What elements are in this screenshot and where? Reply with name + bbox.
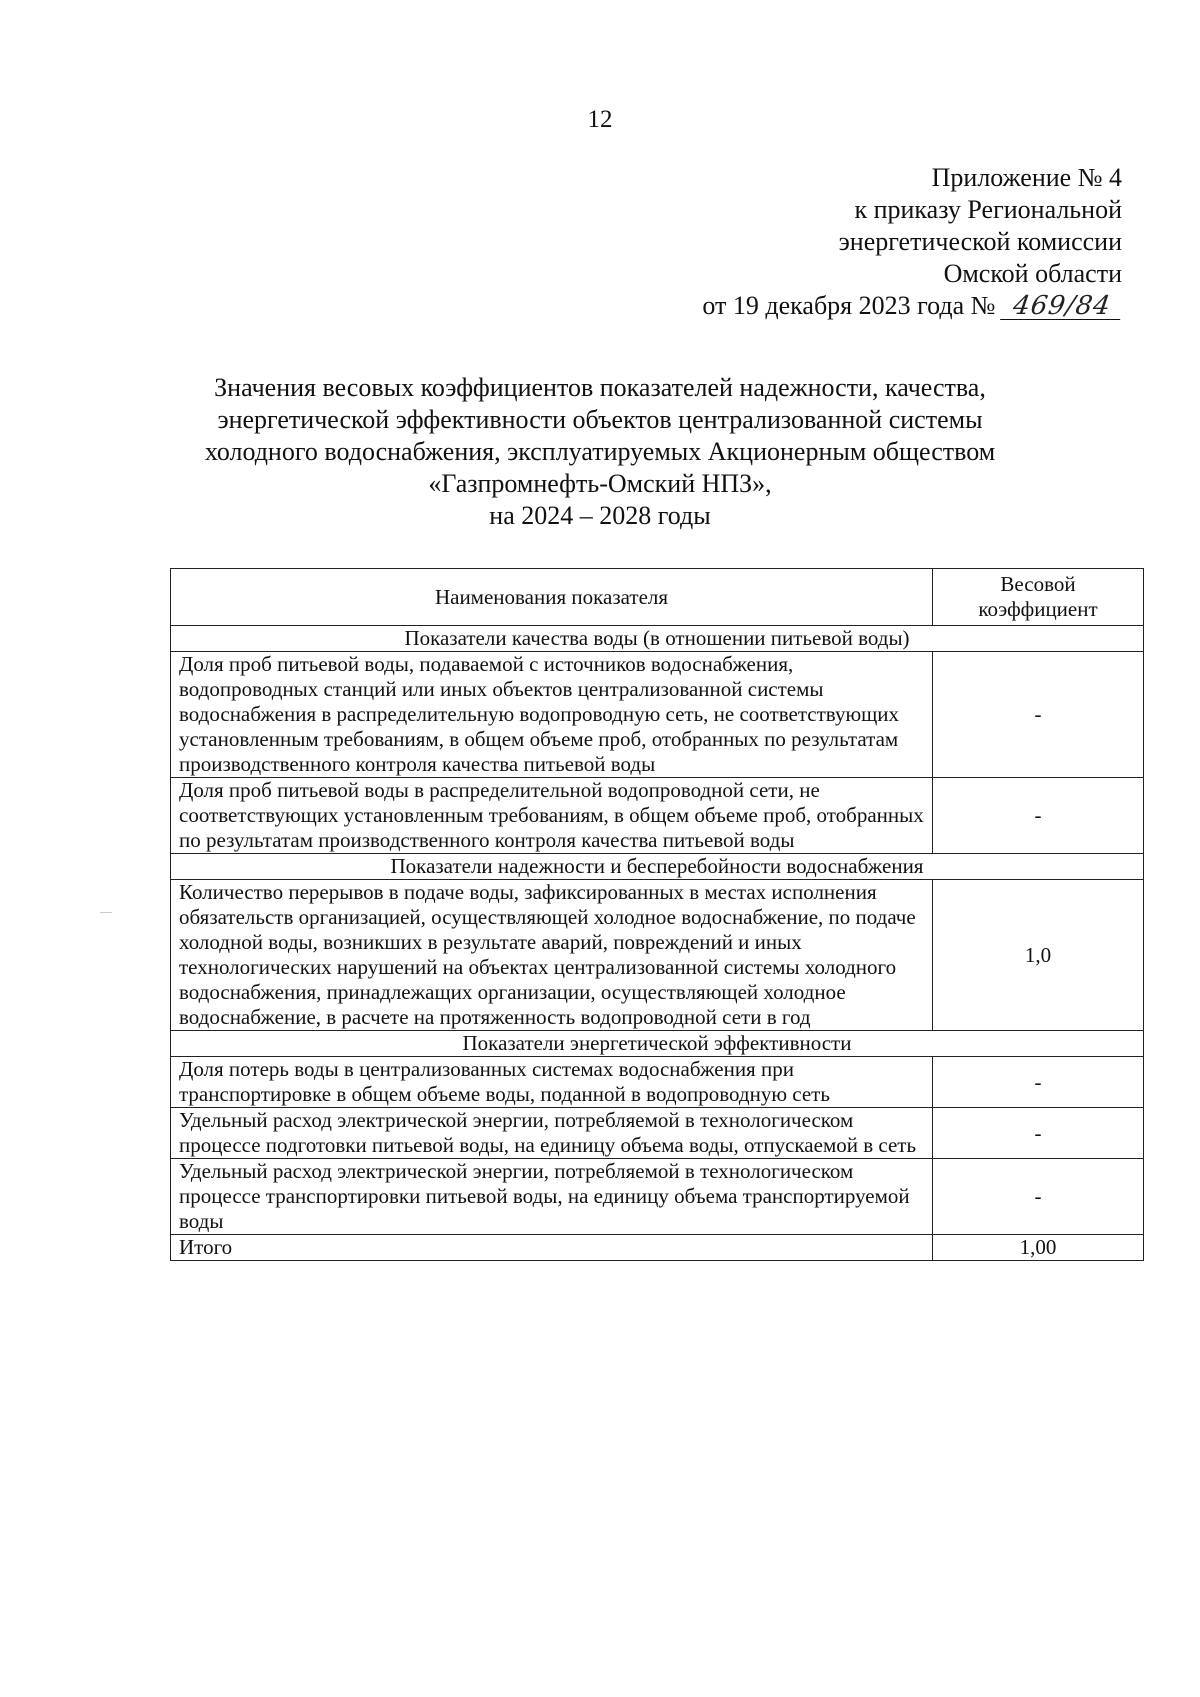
indicator-name: Доля проб питьевой воды, подаваемой с источников водоснабжения, водопроводных станций или иных объектов централизованной системы водоснабжения в распределительную водопроводную сеть, не соответствующих установленным требованиям, в общем объеме проб, отобранных по результатам производственного контроля качества питьевой воды <box>171 652 933 778</box>
section-energy-efficiency: Показатели энергетической эффективности <box>171 1031 1144 1057</box>
table-row <box>171 1108 1144 1159</box>
annex-date: от 19 декабря 2023 года № <box>702 291 996 320</box>
indicator-weight: - <box>933 1057 1144 1108</box>
table-row <box>171 652 1144 778</box>
scan-margin-mark <box>100 912 112 913</box>
indicator-weight: - <box>933 652 1144 778</box>
section-water-quality: Показатели качества воды (в отношении питьевой воды) <box>171 626 1144 652</box>
total-row <box>171 1235 1144 1261</box>
header-indicator-name: Наименования показателя <box>171 569 933 626</box>
indicator-name: Доля проб питьевой воды в распределительной водопроводной сети, не соответствующих установленным требованиям, в общем объеме проб, отобранных по результатам производственного контроля качества питьевой воды <box>171 778 933 854</box>
table-row <box>171 778 1144 854</box>
table-header-row <box>171 569 1144 626</box>
total-label: Итого <box>171 1235 933 1261</box>
table-row <box>171 1057 1144 1108</box>
indicator-weight: 1,0 <box>933 880 1144 1031</box>
title-line-2: энергетической эффективности объектов централизованной системы <box>217 405 983 434</box>
total-value: 1,00 <box>933 1235 1144 1261</box>
indicator-name: Количество перерывов в подаче воды, зафиксированных в местах исполнения обязательств организацией, осуществляющей холодное водоснабжение, по подаче холодной воды, возникших в результате аварий, повреждений и иных технологических нарушений на объектах централизованной системы холодного водоснабжения, принадлежащих организации, осуществляющей холодное водоснабжение, в расчете на протяженность водопроводной сети в год <box>171 880 933 1031</box>
handwritten-order-number: 469/84 <box>1000 293 1124 320</box>
annex-commission: энергетической комиссии <box>838 227 1122 256</box>
section-row <box>171 854 1144 880</box>
title-line-4: «Газпромнефть-Омский НПЗ», <box>428 469 772 498</box>
section-row <box>171 1031 1144 1057</box>
title-line-5: на 2024 – 2028 годы <box>489 501 711 530</box>
annex-header <box>422 162 1122 322</box>
title-line-1: Значения весовых коэффициентов показателей надежности, качества, <box>214 373 986 402</box>
indicator-name: Удельный расход электрической энергии, потребляемой в технологическом процессе транспортировки питьевой воды, на единицу объема транспортируемой воды <box>171 1159 933 1235</box>
table-row <box>171 1159 1144 1235</box>
section-reliability: Показатели надежности и бесперебойности водоснабжения <box>171 854 1144 880</box>
indicator-name: Доля потерь воды в централизованных системах водоснабжения при транспортировке в общем объеме воды, поданной в водопроводную сеть <box>171 1057 933 1108</box>
title-line-3: холодного водоснабжения, эксплуатируемых Акционерным обществом <box>204 437 996 466</box>
indicator-weight: - <box>933 1159 1144 1235</box>
table-row <box>171 880 1144 1031</box>
weights-table <box>170 568 1144 1261</box>
indicator-weight: - <box>933 1108 1144 1159</box>
annex-order-reference: к приказу Региональной <box>854 195 1122 224</box>
section-row <box>171 626 1144 652</box>
annex-date-line <box>422 290 1122 322</box>
header-weight: Весовой коэффициент <box>933 569 1144 626</box>
document-title <box>100 372 1100 532</box>
annex-region: Омской области <box>943 259 1122 288</box>
indicator-weight: - <box>933 778 1144 854</box>
annex-title: Приложение № 4 <box>931 163 1122 192</box>
indicator-name: Удельный расход электрической энергии, потребляемой в технологическом процессе подготовки питьевой воды, на единицу объема воды, отпускаемой в сеть <box>171 1108 933 1159</box>
page-number: 12 <box>587 106 613 133</box>
